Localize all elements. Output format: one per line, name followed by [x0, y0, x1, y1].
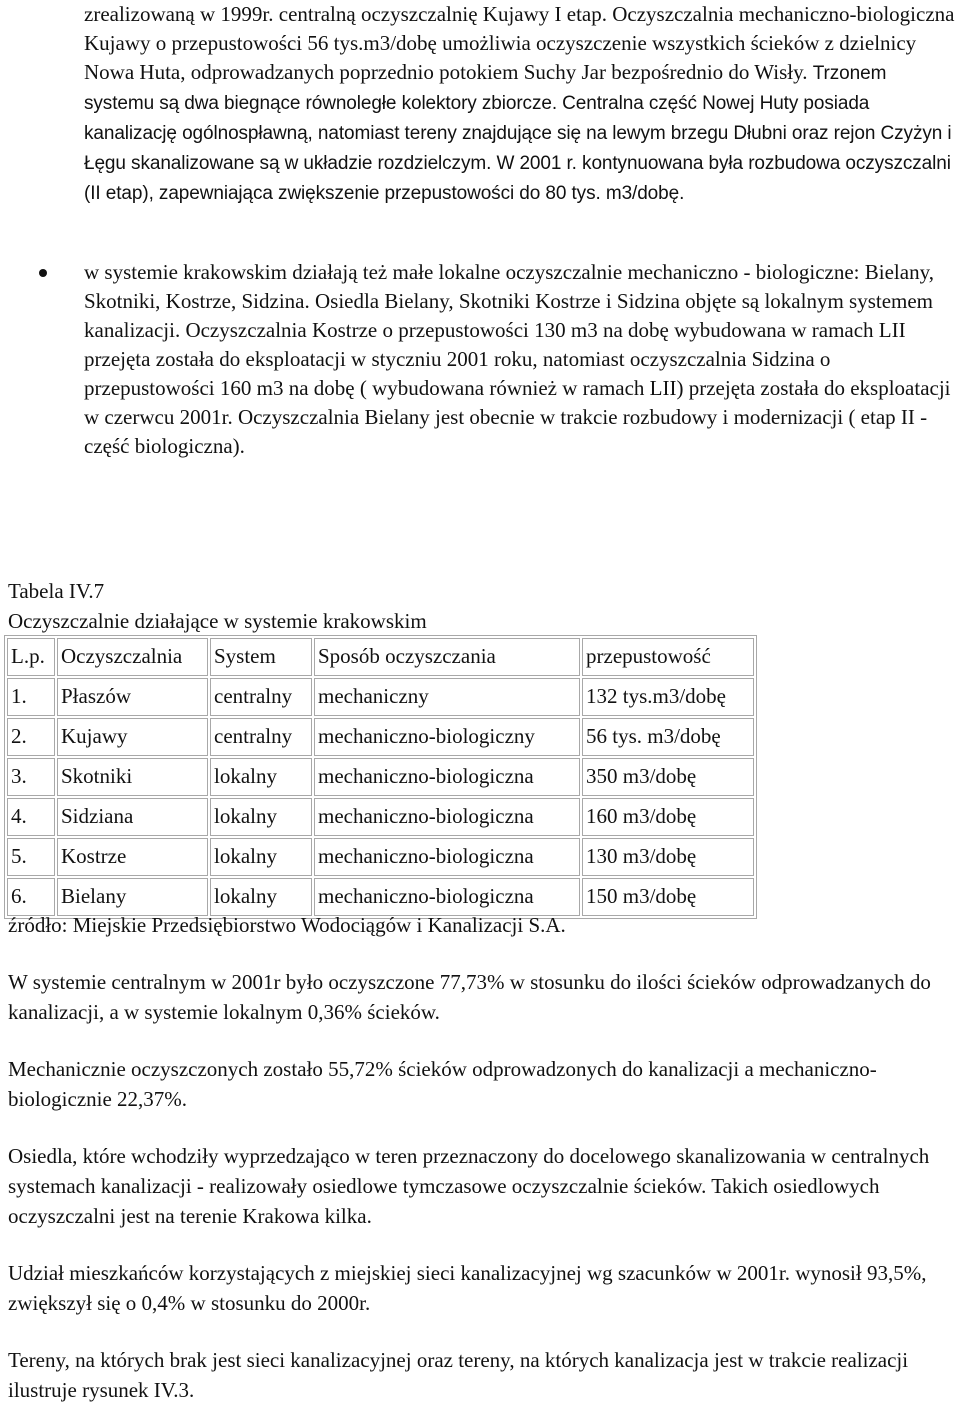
table-cell: 160 m3/dobę — [582, 798, 754, 836]
header-cell-system: System — [210, 638, 312, 676]
table-cell: 150 m3/dobę — [582, 878, 754, 916]
list-item-kujawy — [84, 0, 956, 208]
treatment-plants-table — [4, 635, 757, 919]
table-cell: centralny — [210, 718, 312, 756]
table-cell: 1. — [7, 678, 55, 716]
table-cell: 4. — [7, 798, 55, 836]
table-row — [7, 758, 754, 796]
paragraph-areas-figure: Tereny, na których brak jest sieci kanalizacyjnej oraz tereny, na których kanalizacja jest w trakcie realizacji ilustruje rysunek IV.3. — [8, 1348, 909, 1402]
table-cell: 5. — [7, 838, 55, 876]
bullet-icon — [39, 269, 47, 277]
list-item-local-plants — [84, 258, 956, 461]
table-title: Oczyszczalnie działające w systemie krakowskim — [8, 609, 427, 633]
paragraph-mechanical: Mechanicznie oczyszczonych zostało 55,72% ścieków odprowadzonych do kanalizacji a mechaniczno-biologicznie 22,37%. — [8, 1057, 877, 1111]
table-cell: Bielany — [57, 878, 208, 916]
table-row — [7, 718, 754, 756]
table-header-row — [7, 638, 754, 676]
table-cell: 2. — [7, 718, 55, 756]
table-cell: mechaniczno-biologiczny — [314, 718, 580, 756]
list-item-kujawy-text-2: Trzonem systemu są dwa biegnące równoległe kolektory zbiorcze. Centralna część Nowej Huty posiada kanalizację ogólnospławną, natomiast tereny znajdujące się na lewym brzegu Dłubni oraz rejon Czyżyn i Łęgu skanalizowane są w układzie rozdzielczym. W 2001 r. kontynuowana była rozbudowa oczyszczalni (II etap), zapewniająca zwiększenie przepustowości do 80 tys. m3/dobę. — [84, 63, 952, 204]
table-cell: mechaniczny — [314, 678, 580, 716]
table-cell: mechaniczno-biologiczna — [314, 838, 580, 876]
table-label: Tabela IV.7 — [8, 579, 105, 603]
table-cell: 6. — [7, 878, 55, 916]
header-cell-lp: L.p. — [7, 638, 55, 676]
paragraph-central-system: W systemie centralnym w 2001r było oczyszczone 77,73% w stosunku do ilości ścieków odprowadzanych do kanalizacji, a w systemie lokalnym 0,36% ścieków. — [8, 970, 931, 1024]
table-cell: 3. — [7, 758, 55, 796]
table-cell: lokalny — [210, 758, 312, 796]
table-row — [7, 678, 754, 716]
table-cell: mechaniczno-biologiczna — [314, 758, 580, 796]
header-cell-method: Sposób oczyszczania — [314, 638, 580, 676]
table-cell: 350 m3/dobę — [582, 758, 754, 796]
table-cell: mechaniczno-biologiczna — [314, 798, 580, 836]
list-item-local-plants-text-2: Osiedla Bielany, Skotniki Kostrze i Sidzina objęte są lokalnym systemem kanalizacji. Oczyszczalnia Kostrze o przepustowości 130 m3 na dobę wybudowana w ramach LII przejęta została do eksploatacji w styczniu 2001 roku, natomiast oczyszczalnia Sidzina o przepustowości 160 m3 na dobę ( wybudowana również w ramach LII) przejęta została do eksploatacji w czerwcu 2001r. Oczyszczalnia Bielany jest obecnie w trakcie rozbudowy i modernizacji ( etap II - część biologiczna). — [84, 289, 951, 458]
table-cell: lokalny — [210, 878, 312, 916]
table-cell: Kostrze — [57, 838, 208, 876]
list-item-kujawy-text-1: zrealizowaną w 1999r. centralną oczyszczalnię Kujawy I etap. Oczyszczalnia mechaniczno-biologiczna Kujawy o przepustowości 56 tys.m3/dobę umożliwia oczyszczenie wszystkich ścieków z dzielnicy Nowa Huta, odprowadzanych poprzednio potokiem Suchy Jar bezpośrednio do Wisły. — [84, 2, 955, 84]
table-row — [7, 798, 754, 836]
paragraph-estates: Osiedla, które wchodziły wyprzedzająco w teren przeznaczony do docelowego skanalizowania w centralnych systemach kanalizacji - realizowały osiedlowe tymczasowe oczyszczalnie ścieków. Takich osiedlowych oczyszczalni jest na terenie Krakowa kilka. — [8, 1144, 930, 1228]
table-cell: 130 m3/dobę — [582, 838, 754, 876]
list-item-local-plants-text-1: w systemie krakowskim działają też małe lokalne oczyszczalnie mechaniczno - biologiczne: Bielany, Skotniki, Kostrze, Sidzina. — [84, 260, 934, 313]
header-cell-plant: Oczyszczalnia — [57, 638, 208, 676]
table-cell: Sidziana — [57, 798, 208, 836]
paragraph-residents-share: Udział mieszkańców korzystających z miejskiej sieci kanalizacyjnej wg szacunków w 2001r. wynosił 93,5%, zwiększył się o 0,4% w stosunku do 2000r. — [8, 1261, 927, 1315]
table-cell: 56 tys. m3/dobę — [582, 718, 754, 756]
header-cell-capacity: przepustowość — [582, 638, 754, 676]
table-caption — [8, 576, 956, 636]
table-cell: centralny — [210, 678, 312, 716]
table-cell: mechaniczno-biologiczna — [314, 878, 580, 916]
table-cell: lokalny — [210, 838, 312, 876]
table-cell: Skotniki — [57, 758, 208, 796]
table-row — [7, 838, 754, 876]
table-source-note: źródło: Miejskie Przedsiębiorstwo Wodociągów i Kanalizacji S.A. — [8, 913, 566, 937]
table-cell: Płaszów — [57, 678, 208, 716]
table-cell: 132 tys.m3/dobę — [582, 678, 754, 716]
table-cell: Kujawy — [57, 718, 208, 756]
table-cell: lokalny — [210, 798, 312, 836]
